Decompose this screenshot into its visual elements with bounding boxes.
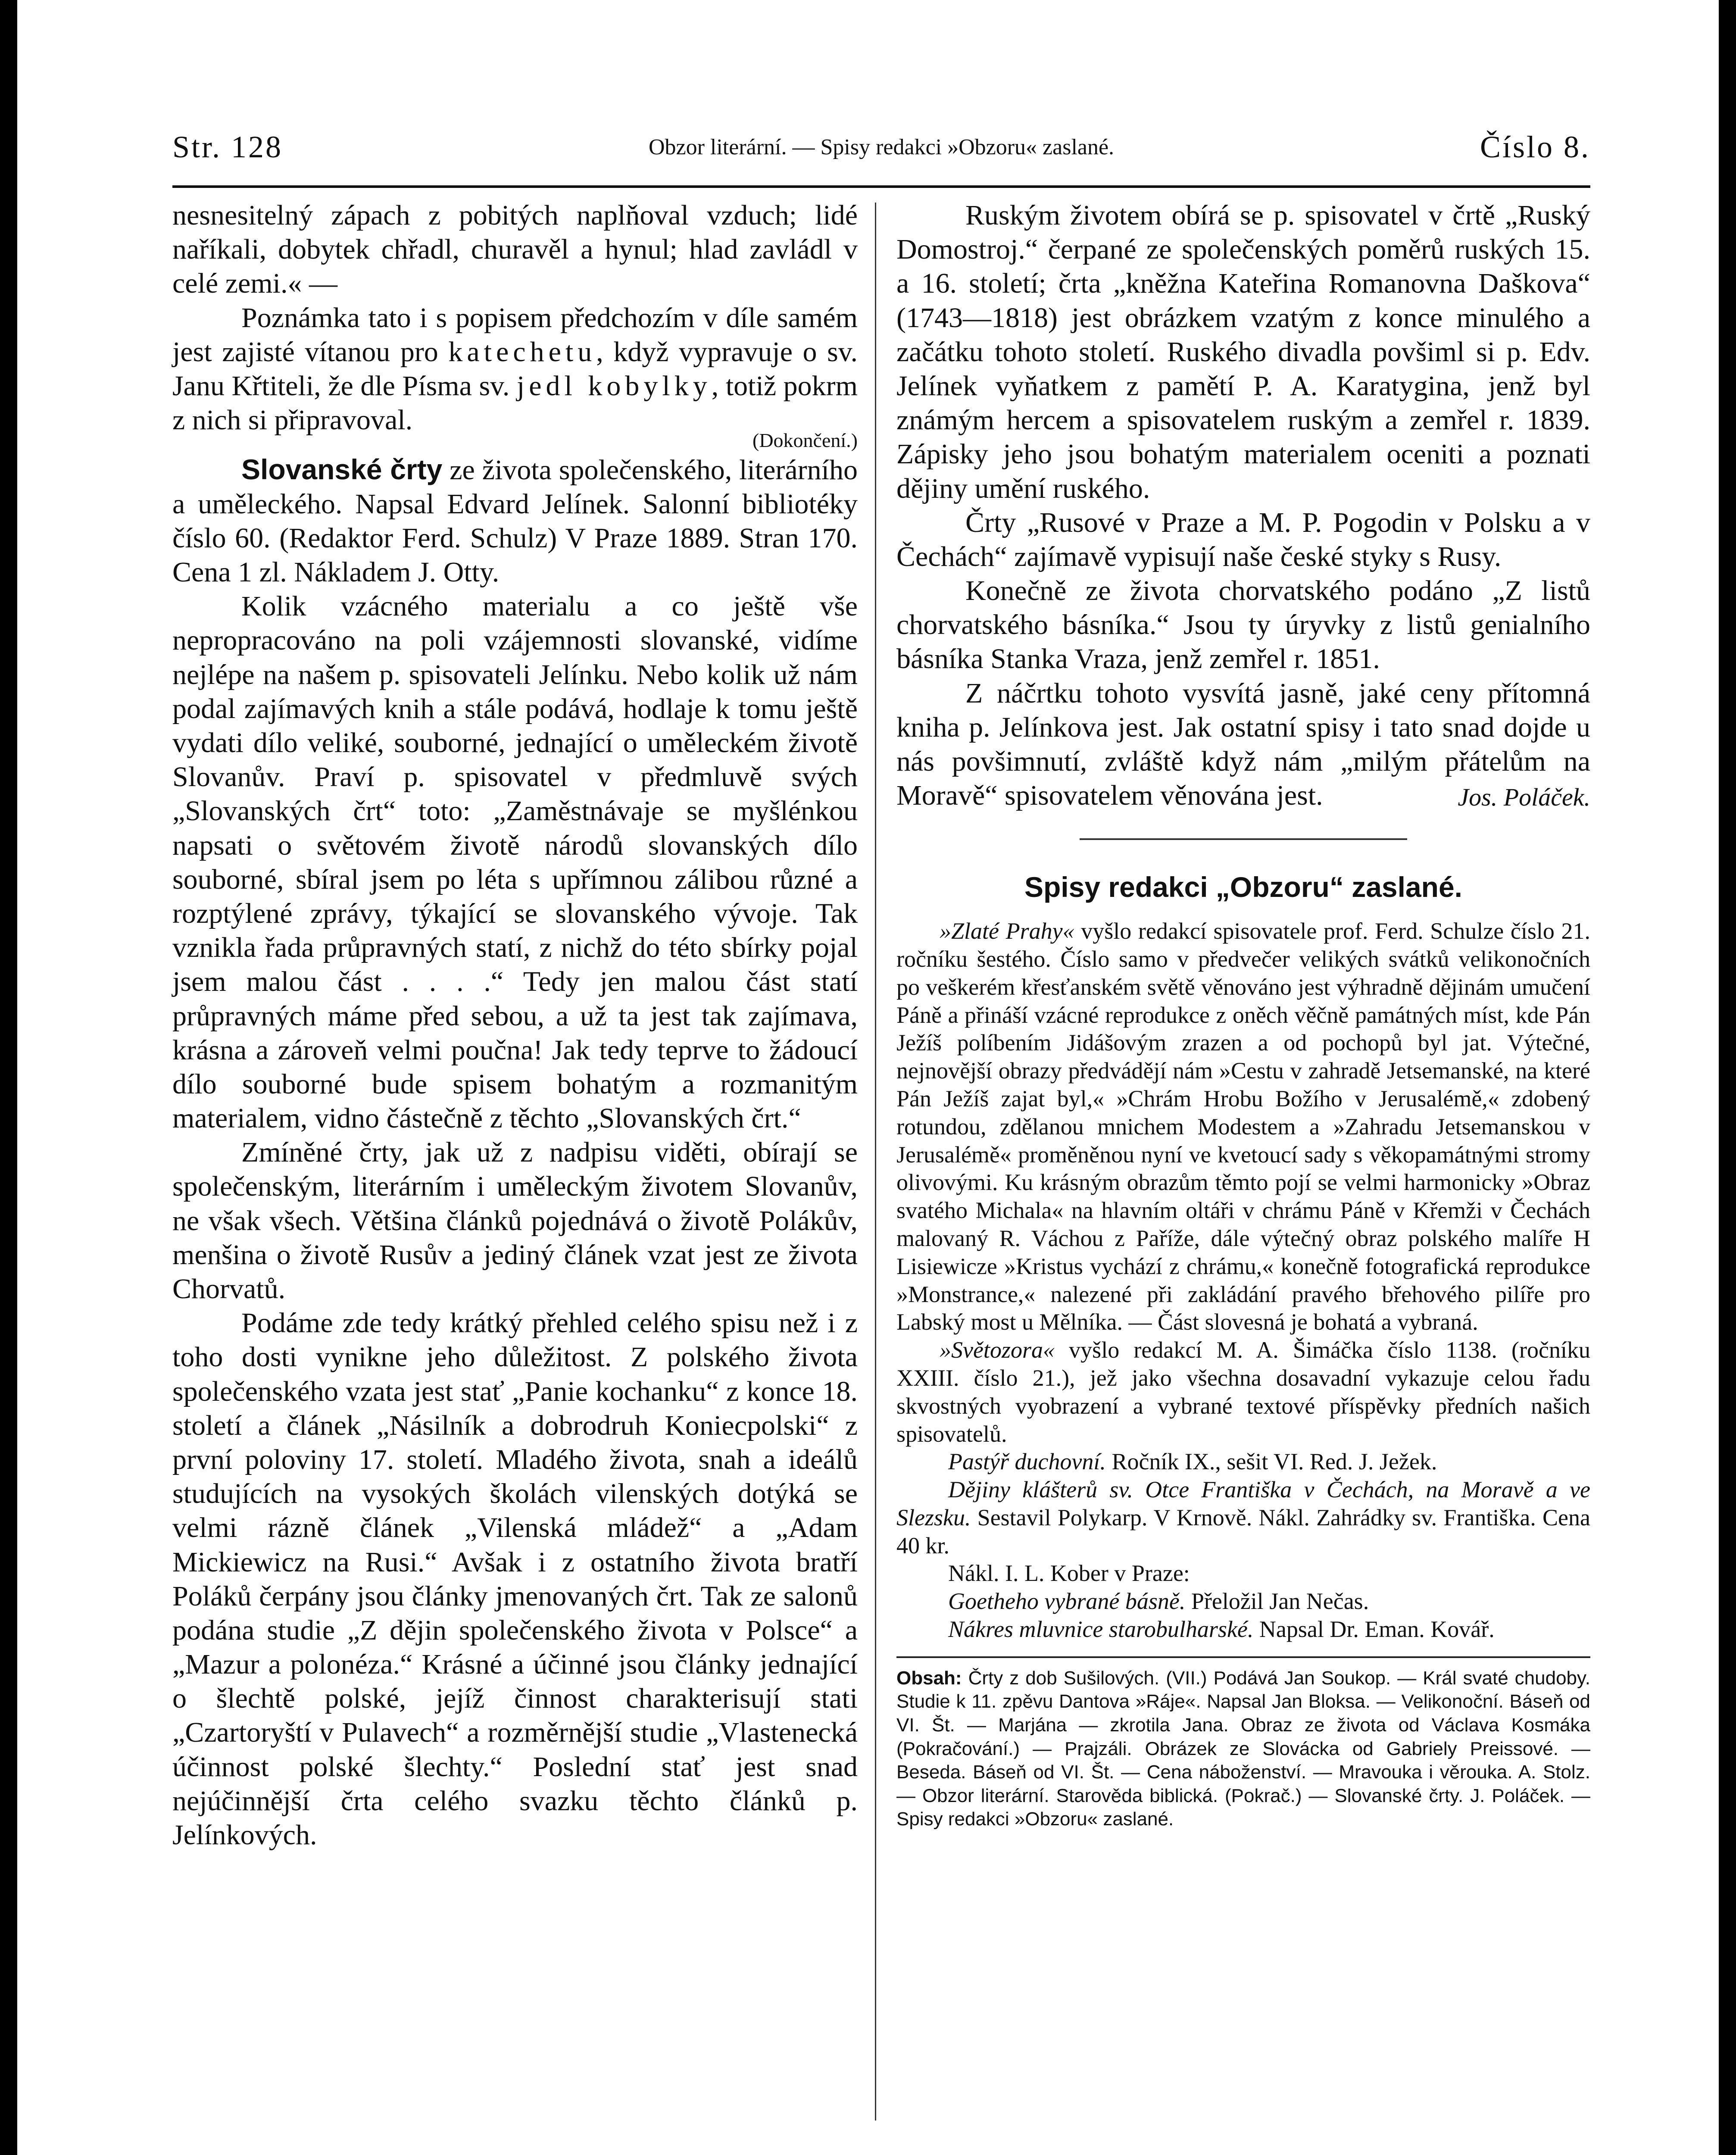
contents-text: Črty z dob Sušilových. (VII.) Podává Jan Soukop. — Král svaté chudoby. Studie k 11. zpěvu Dantova »Ráje«. Napsal Jan Bloksa. — Velikonoční. Báseň od VI. Št. — Marjána — zkrotila Jana. Obraz ze života od Václava Kosmáka (Pokračování.) — Prajzáli. Obrázek ze Slovácka od Gabriely Preissové. — Beseda. Báseň od VI. Št. — Cena náboženství. — Mravouka i věrouka. A. Stolz. — Obzor literární. Starověda biblická. (Pokrač.) — Slovanské črty. J. Poláček. — Spisy redakci »Obzoru« zaslané. — [896, 1667, 1590, 1830]
header-rule — [172, 185, 1590, 188]
notice — [896, 1476, 1590, 1559]
notice-title: »Světozora« — [940, 1337, 1055, 1363]
paragraph: Zmíněné črty, jak už z nadpisu viděti, obírají se společenským, literárním i uměleckým životem Slovanův, ne však všech. Většina článků pojednává o životě Polákův, menšina o životě Rusův a jediný článek vzat jest ze života Chorvatů. — [172, 1137, 858, 1305]
table-of-contents — [896, 1667, 1590, 1831]
scan-edge-right — [1719, 0, 1736, 2155]
notice-title: Goetheho vybrané básně. — [948, 1588, 1186, 1615]
notice-text: vyšlo redakcí spisovatele prof. Ferd. Schulze číslo 21. ročníku šestého. Číslo samo v předvečer velikých svátků velikonočních po veškerém křesťanském světě věnováno jest výhradně dějinám umučení Páně a přináší vzácné reprodukce z oněch věčně památných míst, kde Pán Ježíš políbením Jidášovým zrazen a od pochopů byl jat. Výtečné, nejnovější obrazy předvádějí nám »Cestu v zahradě Jetsemanské, na které Pán Ježíš zajat byl,« »Chrám Hrobu Božího v Jerusalémě,« zdobený rotundou, zdělanou mnichem Modestem a »Zahradu Jetsemanskou v Jerusalémě« proměněnou nyní ve kvetoucí sady s věkopamátnými stromy olivovými. Ku krásným obrazům těmto pojí se velmi harmonicky »Obraz svatého Michala« na hlavním oltáři v chrámu Páně v Křemži v Čechách malovaný R. Váchou z Paříže, dále výtečný obraz polského malíře H Lisiewicze »Kristus vychází z chrámu,« konečně fotografická reprodukce »Monstrance,« nalezené při zakládání pravého břehového pilíře pro Labský most u Mělníka. — Část slovesná je bohatá a vybraná. — [896, 918, 1590, 1335]
review-heading — [172, 453, 858, 590]
text: , když vypravuje o sv. Janu Křtiteli, že dle Písma sv. — [172, 336, 858, 402]
running-head — [172, 129, 1590, 177]
notice-title: Pastýř duchovní. — [948, 1449, 1106, 1475]
notice-title: Nákres mluvnice starobulharské. — [948, 1616, 1254, 1643]
review-title: Slovanské črty — [241, 453, 443, 485]
notice — [896, 1615, 1590, 1643]
paragraph: Kolik vzácného materialu a co ještě vše nepropracováno na poli vzájemnosti slovanské, vidíme nejlépe na našem p. spisovateli Jelínku. Nebo kolik už nám podal zajímavých knih a stále podává, hodlaje k tomu ještě vydati dílo veliké, souborné, jednající o uměleckém životě Slovanův. Praví p. spisovatel v předmluvě svých „Slovanských črt“ toto: „Zaměstnávaje se myšlénkou napsati o světovém životě národů slovanských dílo souborné, sbíral jsem po léta s upřímnou zálibou různé a rozptýlené zprávy, týkající se slovanského vývoje. Tak vznikla řada průpravných statí, z nichž do této sbírky pojal jsem malou část . . . .“ Tedy jen malou část statí průpravných máme před sebou, a už ta jest tak zajímava, krásna a zároveň velmi poučna! Jak tedy teprve to žádoucí dílo souborné bude spisem bohatým a rozmanitým materialem, vidno částečně z těchto „Slovanských črt.“ — [172, 590, 858, 1134]
running-title: Obzor literární. — Spisy redakci »Obzoru« zaslané. — [648, 135, 1115, 159]
text: , totiž pokrm z nich si připravoval. — [172, 370, 858, 436]
paragraph: Konečně ze života chorvatského podáno „Z listů chorvatského básníka.“ Jsou ty úryvky z listů genialního básníka Stanka Vraza, jenž zemřel r. 1851. — [896, 575, 1590, 675]
notice: Nákl. I. L. Kober v Praze: — [948, 1560, 1190, 1587]
contents-label: Obsah: — [896, 1667, 962, 1689]
column-divider — [875, 203, 876, 2121]
page-number: Str. 128 — [172, 130, 283, 164]
notice-text: Přeložil Jan Nečas. — [1185, 1588, 1369, 1615]
contents-rule — [896, 1656, 1590, 1658]
notice-text: vyšlo redakcí M. A. Šimáčka číslo 1138. (ročníku XXIII. číslo 21.), jež jako všechna dosavadní vykazuje celou řadu skvostných vyobrazení a vybrané textové příspěvky předních našich spisovatelů. — [896, 1337, 1590, 1447]
notice-text: Ročník IX., sešit VI. Red. J. Ježek. — [1105, 1449, 1437, 1475]
review-info: ze života společenského, literárního a uměleckého. Napsal Edvard Jelínek. Salonní bibliotéky číslo 60. (Redaktor Ferd. Schulz) V Praze 1889. Stran 170. Cena 1 zl. Nákladem J. Otty. — [172, 454, 858, 588]
text: Poznámka tato i s popisem předchozím v díle samém jest zajisté vítanou pro — [172, 302, 858, 368]
notice — [896, 917, 1590, 1336]
journal-page — [172, 129, 1590, 2155]
section-title: Spisy redakci „Obzoru“ zaslané. — [1024, 871, 1463, 903]
notice-text: Napsal Dr. Eman. Kovář. — [1253, 1616, 1495, 1643]
notice-title: »Zlaté Prahy« — [940, 918, 1074, 944]
received-publications — [896, 917, 1590, 1643]
paragraph — [172, 301, 858, 437]
left-column — [172, 198, 858, 1852]
notice-text: Sestavil Polykarp. V Krnově. Nákl. Zahrádky sv. Františka. Cena 40 kr. — [896, 1504, 1590, 1558]
paragraph: nesnesitelný zápach z pobitých naplňoval vzduch; lidé naříkali, dobytek chřadl, churavěl a hynul; hlad zavládl v celé zemi.« — — [172, 200, 858, 300]
notice — [896, 1587, 1590, 1615]
scan-edge-left — [0, 0, 17, 2155]
notice — [896, 1448, 1590, 1476]
section-divider — [1080, 838, 1407, 840]
notice — [896, 1336, 1590, 1448]
paragraph: Črty „Rusové v Praze a M. P. Pogodin v Polsku a v Čechách“ zajímavě vypisují naše české styky s Rusy. — [896, 506, 1590, 572]
paragraph: Podáme zde tedy krátký přehled celého spisu než i z toho dosti vynikne jeho důležitost. Z polského života společenského vzata jest stať „Panie kochanku“ z konce 18. století a článek „Násilník a dobrodruh Koniecpolski“ z první poloviny 17. století. Mladého života, snah a ideálů studujících na vysokých školách vilenských dotýká se velmi rázně článek „Vilenská mládež“ a „Adam Mickiewicz na Rusi.“ Avšak i z ostatního života bratří Poláků čerpány jsou články jmenovaných črt. Tak ze salonů podána studie „Z dějin společenského života v Polsce“ a „Mazur a polonéza.“ Krásné a účinné jsou články jednající o šlechtě polské, jejíž činnost charakterisují stati „Czartoryští v Pulavech“ a rozměrnější studie „Vlastenecká účinnost polské šlechty.“ Poslední stať jest snad nejúčinnější črta celého svazku těchto článků p. Jelínkových. — [172, 1307, 858, 1851]
signature: Jos. Poláček. — [1458, 783, 1590, 812]
issue-number: Číslo 8. — [1480, 130, 1590, 164]
right-column — [896, 198, 1590, 1831]
paragraph: Ruským životem obírá se p. spisovatel v črtě „Ruský Domostroj.“ čerpané ze společenských poměrů ruských 15. a 16. století; črta „kněžna Kateřina Romanovna Daškova“ (1743—1818) jest obrázkem vzatým z konce minulého a začátku tohoto století. Ruského divadla povšiml si p. Edv. Jelínek vyňatkem z pamětí P. A. Karatygina, jenž byl známým hercem a spisovatelem ruským a zemřel r. 1839. Zápisky jeho jsou bohatým materialem oceniti a poznati dějiny umění ruského. — [896, 200, 1590, 504]
continuation-note: (Dokončení.) — [752, 429, 858, 452]
paragraph: Z náčrtku tohoto vysvítá jasně, jaké ceny přítomná kniha p. Jelínkova jest. Jak ostatní spisy i tato snad dojde u nás povšimnutí, zvláště když nám „milým přátelům na Moravě“ spisovatelem věnována jest. — [896, 677, 1590, 812]
notice-title: Dějiny klášterů sv. Otce Františka v Čechách, na Moravě a ve Slezsku. — [896, 1477, 1590, 1530]
spaced-term: katechetu — [448, 336, 596, 368]
spaced-term: jedl kobylky — [516, 370, 712, 402]
